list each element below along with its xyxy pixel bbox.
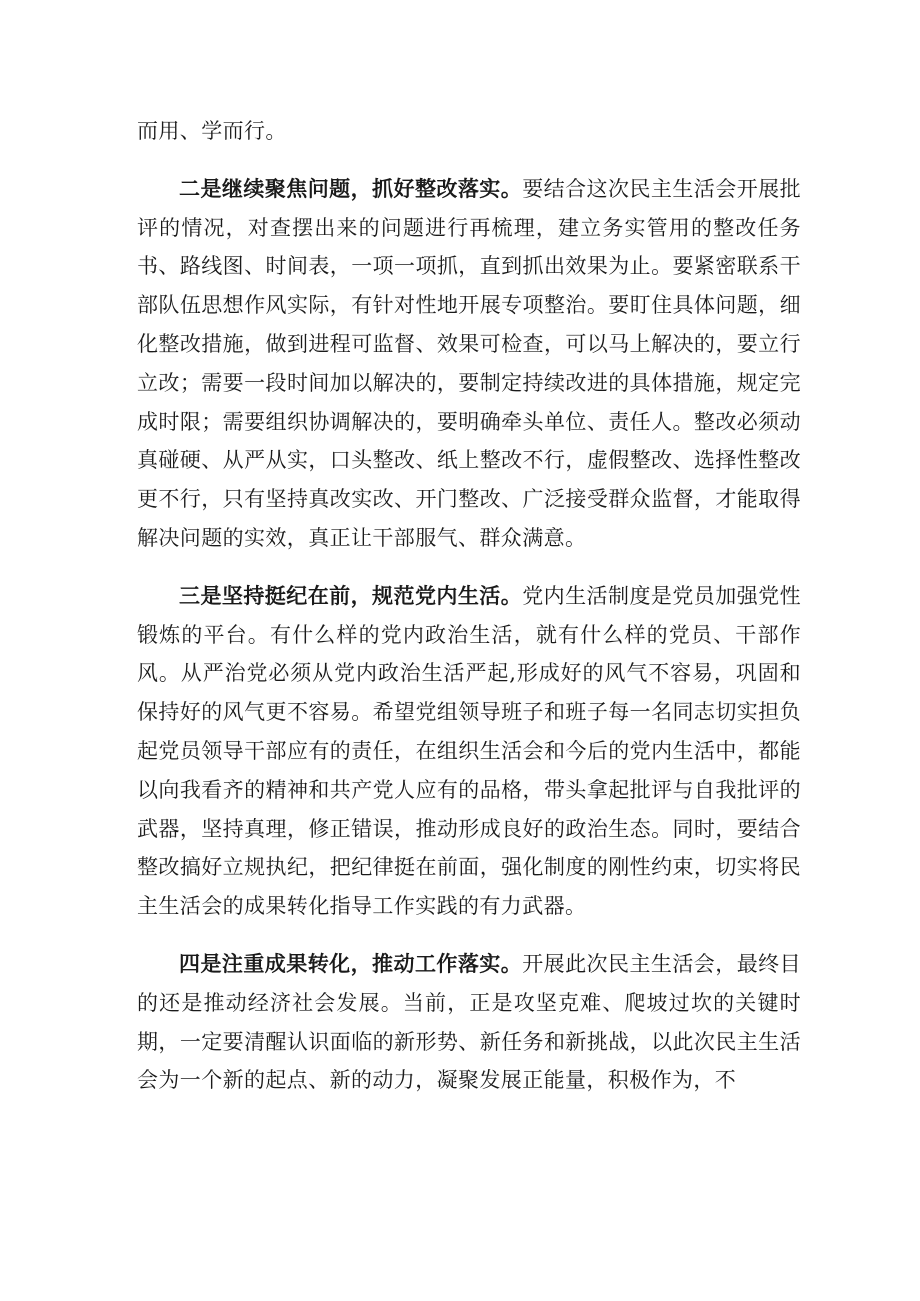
paragraph-lead: 四是注重成果转化，推动工作落实。 [179, 951, 523, 976]
paragraph-text: 而用、学而行。 [137, 119, 287, 143]
paragraph-discipline [137, 577, 801, 926]
paragraph-text: 开展此次民主生活会，最终目的还是推动经济社会发展。当前，正是攻坚克难、爬坡过坎的关键时期，一定要清醒认识面临的新形势、新任务和新挑战，以此次民主生活会为一个新的起点、新的动力，凝聚发展正能量，积极作为，不 [137, 951, 801, 1093]
document-body [137, 112, 801, 1100]
paragraph-continuation [137, 112, 801, 151]
paragraph-text: 党内生活制度是党员加强党性锻炼的平台。有什么样的党内政治生活，就有什么样的党员、干部作风。从严治党必须从党内政治生活严起,形成好的风气不容易，巩固和保持好的风气更不容易。希望党组领导班子和班子每一名同志切实担负起党员领导干部应有的责任，在组织生活会和今后的党内生活中，都能以向我看齐的精神和共产党人应有的品格，带头拿起批评与自我批评的武器，坚持真理，修正错误，推动形成良好的政治生态。同时，要结合整改搞好立规执纪，把纪律挺在前面，强化制度的刚性约束，切实将民主生活会的成果转化指导工作实践的有力武器。 [137, 583, 801, 919]
paragraph-rectification [137, 170, 801, 558]
paragraph-lead: 三是坚持挺纪在前，规范党内生活。 [179, 583, 523, 608]
paragraph-lead: 二是继续聚焦问题，抓好整改落实。 [179, 176, 523, 201]
paragraph-text: 要结合这次民主生活会开展批评的情况，对查摆出来的问题进行再梳理，建立务实管用的整改任务书、路线图、时间表，一项一项抓，直到抓出效果为止。要紧密联系干部队伍思想作风实际，有针对性地开展专项整治。要盯住具体问题，细化整改措施，做到进程可监督、效果可检查，可以马上解决的，要立行立改；需要一段时间加以解决的，要制定持续改进的具体措施，规定完成时限；需要组织协调解决的，要明确牵头单位、责任人。整改必须动真碰硬、从严从实，口头整改、纸上整改不行，虚假整改、选择性整改更不行，只有坚持真改实改、开门整改、广泛接受群众监督，才能取得解决问题的实效，真正让干部服气、群众满意。 [137, 176, 801, 550]
paragraph-results [137, 945, 801, 1100]
